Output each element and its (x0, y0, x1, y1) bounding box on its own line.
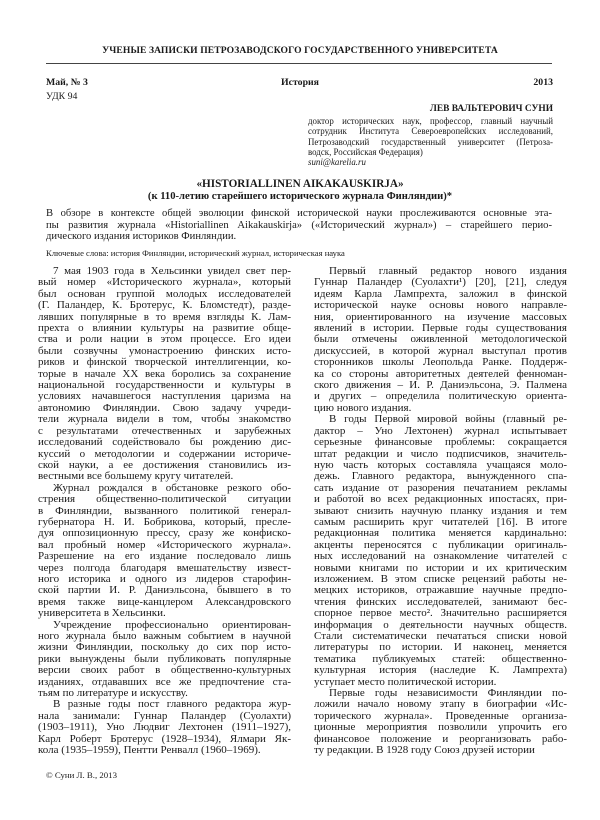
text-line: исследований содействовало бы рождению дис- (38, 436, 291, 449)
text-line: ской партии И. Р. Даниэльсона, бывшего в то (38, 584, 291, 597)
text-line: уступает место политической истории. (314, 675, 497, 688)
text-line: куссий о методологии и содержании историче- (38, 447, 291, 460)
text-line: губернатора Н. И. Бобрикова, который, пресле- (38, 515, 291, 528)
text-line: идеям Карла Лампрехта, заложил в финской (314, 287, 567, 300)
text-line: ка со стороны авторитетных деятелей фенноман- (314, 367, 567, 380)
text-line: ства и роли нации в этом процессе. Его идеи (38, 333, 291, 346)
issue-number: Май, № 3 (46, 77, 88, 88)
text-line: жизни Финляндии, поскольку до сих пор исто- (38, 641, 291, 654)
text-line: изложением. В этом списке рецензий работы не- (314, 572, 567, 585)
text-line: были отмечены оживленной методологической (314, 333, 567, 346)
text-line: дискуссией, в которой журнал выступал против (314, 344, 567, 357)
text-line: самым расширить круг читателей [16]. В итоге (314, 515, 567, 528)
text-line: национальной государственности и культуры в (38, 379, 291, 392)
text-line: кола (1935–1959), Пентти Ренвалл (1960–1969). (38, 744, 261, 757)
text-line: тематика публикуемых статей: общественно- (314, 652, 567, 665)
text-line: информация о деятельности научных обществ. (314, 618, 567, 631)
text-line: тели журнала видели в том, чтобы знакомство (38, 413, 291, 426)
year: 2013 (533, 77, 553, 88)
text-line: штат редакции и число подписчиков, значитель- (314, 447, 567, 460)
text-line: нала занимали: Гуннар Паландер (Суолахти) (38, 709, 291, 722)
author-email-link[interactable]: suni@karelia.ru (308, 157, 366, 168)
text-line: условиях начавшегося наступления царизма на (38, 390, 291, 403)
text-line: были созвучны умонастроению финских исто- (38, 344, 291, 357)
text-line: Карл Роберт Бротерус (1928–1934), Ялмари Як- (38, 732, 291, 745)
text-line: время также вице-канцлером Александровского (38, 595, 291, 608)
text-line: цию нового издания. (314, 401, 412, 414)
text-line: был основан группой молодых исследователей (38, 287, 291, 300)
text-line: Разрешение на его издание последовало лишь (38, 550, 291, 563)
text-line: торые в начале XX века боролись за сохранение (38, 367, 291, 380)
text-line: культурная история (наследие К. Лампрехта) (314, 664, 567, 677)
text-line: Журнал рождался в обстановке резкого обо- (53, 481, 291, 494)
text-line: изданиях, отдававших все же предпочтение ста- (38, 675, 291, 688)
header-divider (46, 63, 552, 64)
text-line: тьям по литературе и искусству. (38, 687, 188, 700)
article-subtitle: (к 110-летию старейшего исторического журнала Финляндии)* (147, 191, 453, 202)
abstract-line: пы развития журнала «Historiallinen Aikakauskirja» («Исторический журнал») – старейшего перио- (46, 219, 552, 231)
text-line: ного журнала было важным событием в научной (38, 630, 291, 642)
text-line: акценты переносятся с публикации оригиналь- (314, 538, 567, 551)
text-line: торического журнала». Проведенные организа- (314, 709, 567, 722)
author-name: ЛЕВ ВАЛЬТЕРОВИЧ СУНИ (429, 104, 553, 114)
affiliation-line: сотрудник Института Североевропейских исследований, (308, 126, 553, 137)
text-line: литературы по истории. И наконец, меняется (314, 641, 567, 654)
text-line: через полгода благодаря вмешательству извест- (38, 561, 291, 574)
text-line: ту редакции. В 1928 году Союз друзей истории (314, 744, 535, 757)
text-line: Стали систематически печататься списки новой (314, 630, 567, 642)
text-line: версии своих работ в общественно-культурных (38, 664, 291, 677)
text-line: вестными все большему кругу читателей. (38, 470, 234, 483)
text-line: Учреждение профессионально ориентирован- (53, 618, 291, 631)
author-affiliation (308, 116, 553, 167)
paragraph (314, 414, 567, 688)
text-line: Первый главный редактор нового издания (329, 265, 567, 277)
text-line: Первые годы независимости Финляндии по- (329, 687, 567, 700)
udk-code: УДК 94 (46, 91, 78, 102)
copyright: © Суни Л. В., 2013 (46, 770, 117, 780)
text-line: Гуннар Паландер (Суолахти¹) [20], [21], следуя (314, 276, 567, 289)
text-line: дуя оппозиционную прессу, сразу же конфиско- (38, 527, 291, 540)
text-line: сать издание от разорения печатанием рекламы (314, 481, 567, 494)
text-line: лявших популярные в то время взгляды К. Лам- (38, 310, 291, 323)
text-line: прехта о влиянии культуры на развитие обще- (38, 322, 291, 335)
text-line: вый номер «Исторического журнала», который (38, 276, 291, 289)
text-line: (Г. Паландер, К. Бротерус, К. Бломстедт), разде- (38, 299, 291, 312)
text-line: 7 мая 1903 года в Хельсинки увидел свет пер- (53, 265, 291, 277)
body-column-right (314, 266, 567, 756)
text-line: явлений в истории. Первые годы существования (314, 322, 567, 335)
text-line: (1903–1911), Уно Людвиг Лехтонен (1911–1927), (38, 721, 291, 734)
text-line: дежь. Главного редактора, вынужденного спа- (314, 470, 567, 483)
text-line: рики вынуждены были публиковать популярные (38, 652, 291, 665)
text-line: чтения финских исследователей, занимают бес- (314, 595, 567, 608)
text-line: спорное первое место². Значительно расширяется (314, 607, 567, 620)
text-line: редакционная политика меняется кардинально: (314, 527, 567, 540)
text-line: В разные годы пост главного редактора жур- (53, 698, 291, 711)
text-line: ных исследований на ознакомление читателей с (314, 550, 567, 563)
text-line: в Финляндии, вызванного политикой генерал- (38, 504, 291, 517)
text-line: В годы Первой мировой войны (главный ре- (329, 413, 567, 426)
article-title: «HISTORIALLINEN AIKAKAUSKIRJA» (196, 178, 404, 190)
abstract-line: В обзоре в контексте общей эволюции финской исторической науки прослеживаются основные эта- (46, 208, 552, 219)
affiliation-line: Петрозаводский государственный университет (Петроза- (308, 136, 553, 147)
text-line: стрения общественно-политической ситуации (38, 493, 291, 506)
text-line: сторонников школы Леопольда Ранке. Поддерж- (314, 356, 567, 369)
paragraph (38, 620, 291, 700)
text-line: ную часть которых составляла учащаяся моло- (314, 458, 567, 471)
text-line: ционные мероприятия позволили упрочить его (314, 721, 567, 734)
text-line: ской науки, а ее достижения становились из- (38, 458, 291, 471)
section-name: История (281, 77, 319, 88)
text-line: ложили начало новому этапу в биографии «Ис- (314, 698, 567, 711)
text-line: серьезные финансовые проблемы: сокращается (314, 436, 567, 449)
text-line: исторической науке основы нового направле- (314, 299, 567, 312)
journal-title: УЧЕНЫЕ ЗАПИСКИ ПЕТРОЗАВОДСКОГО ГОСУДАРСТВЕННОГО УНИВЕРСИТЕТА (102, 45, 498, 56)
affiliation-line: водск, Российская Федерация) (308, 146, 423, 157)
text-line: мецких историков, отражавшие научные предпо- (314, 584, 567, 597)
text-line: ного историка и одного из лидеров старофин- (38, 572, 291, 585)
text-line: и работой во всех редакционных ипостасях, при- (314, 493, 567, 506)
text-line: и других – определила политическую ориента- (314, 390, 567, 403)
keywords: Ключевые слова: история Финляндии, исторический журнал, историческая наука (46, 248, 345, 258)
paragraph (38, 483, 291, 620)
text-line: вал пробный номер «Исторического журнала». (38, 538, 291, 551)
abstract-line: дического издания историков Финляндии. (46, 231, 237, 242)
affiliation-line: доктор исторических наук, профессор, главный научный (308, 116, 553, 126)
abstract (46, 208, 552, 243)
text-line: зывают снизить научную планку издания и тем (314, 504, 567, 517)
text-line: университета в Хельсинки. (38, 607, 166, 620)
text-line: с результатами отечественных и зарубежных (38, 424, 291, 437)
text-line: дактор – Уно Лехтонен) журнал испытывает (314, 424, 567, 437)
paragraph (38, 266, 291, 483)
paragraph (314, 266, 567, 414)
text-line: ского движения – И. Р. Даниэльсона, Э. Палмена (314, 379, 567, 392)
text-line: риков и финской творческой интеллигенции, ко- (38, 356, 291, 369)
text-line: новыми книгами по истории и их критическим (314, 561, 567, 574)
body-column-left (38, 266, 291, 756)
paragraph (314, 688, 567, 756)
text-line: ния, ориентированного на изучение массовых (314, 310, 567, 323)
paragraph (38, 699, 291, 756)
text-line: финансовое положение и реорганизовать рабо- (314, 732, 567, 745)
text-line: автономию Финляндии. Свою задачу учреди- (38, 401, 291, 414)
